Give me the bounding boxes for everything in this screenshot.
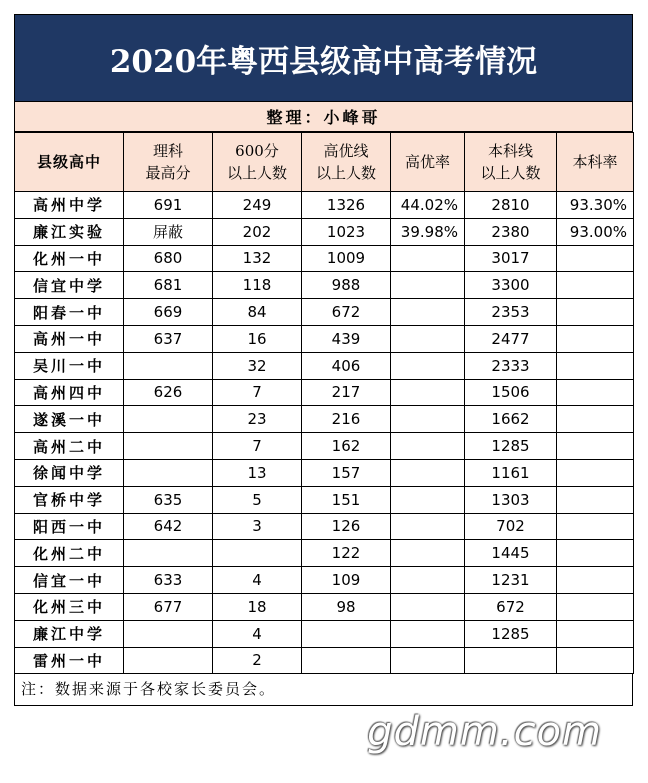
data-cell [124, 647, 213, 674]
data-cell: 1231 [465, 567, 557, 594]
data-cell [391, 567, 465, 594]
data-cell: 626 [124, 379, 213, 406]
table-row [15, 459, 634, 486]
data-cell [391, 245, 465, 272]
data-cell: 122 [302, 540, 391, 567]
table-row [15, 647, 634, 674]
data-cell [557, 272, 634, 299]
data-cell: 23 [213, 406, 302, 433]
data-cell: 1023 [302, 218, 391, 245]
column-header-line1: 理科 [152, 142, 183, 160]
school-name-cell: 遂溪一中 [15, 406, 124, 433]
data-cell [124, 459, 213, 486]
school-name-cell: 高州一中 [15, 325, 124, 352]
data-cell: 3300 [465, 272, 557, 299]
data-cell: 2333 [465, 352, 557, 379]
data-cell [391, 620, 465, 647]
data-cell: 2810 [465, 192, 557, 219]
data-cell: 988 [302, 272, 391, 299]
data-cell [391, 299, 465, 326]
column-header-2 [213, 133, 302, 192]
data-cell [557, 593, 634, 620]
data-cell [391, 272, 465, 299]
column-header-5 [465, 133, 557, 192]
data-cell: 126 [302, 513, 391, 540]
table-row [15, 352, 634, 379]
data-cell: 屏蔽 [124, 218, 213, 245]
column-header-6 [557, 133, 634, 192]
school-name-cell: 廉江中学 [15, 620, 124, 647]
data-cell [391, 647, 465, 674]
data-cell: 672 [302, 299, 391, 326]
data-cell [391, 325, 465, 352]
data-cell [557, 352, 634, 379]
data-cell: 681 [124, 272, 213, 299]
column-header-line1: 本科率 [572, 153, 618, 171]
data-cell [557, 486, 634, 513]
data-cell: 32 [213, 352, 302, 379]
data-cell [465, 647, 557, 674]
data-cell [124, 540, 213, 567]
data-cell [124, 406, 213, 433]
data-cell [557, 379, 634, 406]
data-cell: 3017 [465, 245, 557, 272]
data-cell [557, 433, 634, 460]
column-header-line2: 以上人数 [226, 164, 287, 182]
data-cell: 249 [213, 192, 302, 219]
table-row [15, 272, 634, 299]
school-name-cell: 吴川一中 [15, 352, 124, 379]
data-cell [213, 540, 302, 567]
sheet-title: 2020年粤西县级高中高考情况 [14, 14, 633, 102]
table-row [15, 486, 634, 513]
data-cell: 216 [302, 406, 391, 433]
data-cell [302, 647, 391, 674]
column-header-line1: 高优线 [323, 142, 369, 160]
table-row [15, 567, 634, 594]
data-cell: 157 [302, 459, 391, 486]
data-cell: 16 [213, 325, 302, 352]
data-cell: 7 [213, 433, 302, 460]
table-row [15, 379, 634, 406]
school-name-cell: 高州中学 [15, 192, 124, 219]
data-cell [391, 406, 465, 433]
school-name-cell: 阳西一中 [15, 513, 124, 540]
data-cell: 1009 [302, 245, 391, 272]
column-header-line1: 本科线 [487, 142, 533, 160]
data-cell: 118 [213, 272, 302, 299]
data-cell: 84 [213, 299, 302, 326]
data-cell [124, 352, 213, 379]
column-header-line1: 县级高中 [36, 153, 101, 171]
data-cell [557, 540, 634, 567]
data-cell: 677 [124, 593, 213, 620]
sheet-subtitle: 整理：小峰哥 [14, 102, 633, 132]
data-cell [557, 647, 634, 674]
table-row [15, 192, 634, 219]
column-header-1 [124, 133, 213, 192]
data-cell: 1326 [302, 192, 391, 219]
data-cell: 93.00% [557, 218, 634, 245]
data-cell: 1506 [465, 379, 557, 406]
column-header-line2: 最高分 [145, 164, 191, 182]
data-cell [391, 459, 465, 486]
data-cell: 1303 [465, 486, 557, 513]
data-cell: 2353 [465, 299, 557, 326]
data-cell [391, 513, 465, 540]
school-name-cell: 化州三中 [15, 593, 124, 620]
data-cell [557, 406, 634, 433]
data-cell: 1445 [465, 540, 557, 567]
data-cell [557, 299, 634, 326]
watermark-logo: gdmm.com [367, 709, 602, 755]
data-cell: 39.98% [391, 218, 465, 245]
data-cell: 633 [124, 567, 213, 594]
school-name-cell: 高州四中 [15, 379, 124, 406]
data-cell: 702 [465, 513, 557, 540]
column-header-line2: 以上人数 [315, 164, 376, 182]
data-cell: 4 [213, 567, 302, 594]
data-cell: 637 [124, 325, 213, 352]
school-name-cell: 信宜一中 [15, 567, 124, 594]
data-cell: 406 [302, 352, 391, 379]
school-name-cell: 信宜中学 [15, 272, 124, 299]
school-name-cell: 化州一中 [15, 245, 124, 272]
column-header-0 [15, 133, 124, 192]
table-row [15, 620, 634, 647]
data-cell: 2380 [465, 218, 557, 245]
data-cell: 1285 [465, 433, 557, 460]
table-row [15, 593, 634, 620]
data-cell: 4 [213, 620, 302, 647]
data-cell: 202 [213, 218, 302, 245]
table-row [15, 540, 634, 567]
data-cell: 680 [124, 245, 213, 272]
table-row [15, 245, 634, 272]
data-cell: 7 [213, 379, 302, 406]
data-cell: 5 [213, 486, 302, 513]
data-cell [391, 593, 465, 620]
school-name-cell: 阳春一中 [15, 299, 124, 326]
data-cell: 691 [124, 192, 213, 219]
data-cell [391, 540, 465, 567]
data-cell: 1662 [465, 406, 557, 433]
data-cell: 217 [302, 379, 391, 406]
data-cell: 669 [124, 299, 213, 326]
data-cell: 13 [213, 459, 302, 486]
school-name-cell: 化州二中 [15, 540, 124, 567]
data-cell [557, 620, 634, 647]
data-cell: 162 [302, 433, 391, 460]
data-cell: 1161 [465, 459, 557, 486]
column-header-line1: 高优率 [404, 153, 450, 171]
data-cell: 2477 [465, 325, 557, 352]
school-name-cell: 高州二中 [15, 433, 124, 460]
table-row [15, 218, 634, 245]
data-cell: 2 [213, 647, 302, 674]
data-cell: 132 [213, 245, 302, 272]
table-row [15, 433, 634, 460]
data-cell [302, 620, 391, 647]
column-header-3 [302, 133, 391, 192]
data-cell: 44.02% [391, 192, 465, 219]
table-row [15, 325, 634, 352]
data-cell [391, 379, 465, 406]
data-cell [557, 245, 634, 272]
table-body [15, 192, 634, 674]
table-row [15, 513, 634, 540]
data-cell [557, 567, 634, 594]
data-cell: 642 [124, 513, 213, 540]
data-cell [391, 352, 465, 379]
school-name-cell: 官桥中学 [15, 486, 124, 513]
column-header-4 [391, 133, 465, 192]
column-header-line1: 600分 [235, 142, 279, 160]
header-row [15, 133, 634, 192]
data-cell: 439 [302, 325, 391, 352]
data-cell [124, 433, 213, 460]
score-sheet [14, 14, 633, 706]
table-row [15, 406, 634, 433]
data-cell: 1285 [465, 620, 557, 647]
school-name-cell: 廉江实验 [15, 218, 124, 245]
table-row [15, 299, 634, 326]
data-cell [124, 620, 213, 647]
data-cell: 18 [213, 593, 302, 620]
data-cell: 672 [465, 593, 557, 620]
data-cell [557, 459, 634, 486]
score-table [14, 132, 634, 674]
data-cell: 151 [302, 486, 391, 513]
data-cell: 93.30% [557, 192, 634, 219]
data-cell: 98 [302, 593, 391, 620]
data-cell: 109 [302, 567, 391, 594]
data-cell [557, 325, 634, 352]
data-cell: 3 [213, 513, 302, 540]
data-cell [557, 513, 634, 540]
footnote: 注：数据来源于各校家长委员会。 [14, 674, 633, 706]
data-cell [391, 486, 465, 513]
data-cell: 635 [124, 486, 213, 513]
column-header-line2: 以上人数 [480, 164, 541, 182]
school-name-cell: 雷州一中 [15, 647, 124, 674]
school-name-cell: 徐闻中学 [15, 459, 124, 486]
data-cell [391, 433, 465, 460]
